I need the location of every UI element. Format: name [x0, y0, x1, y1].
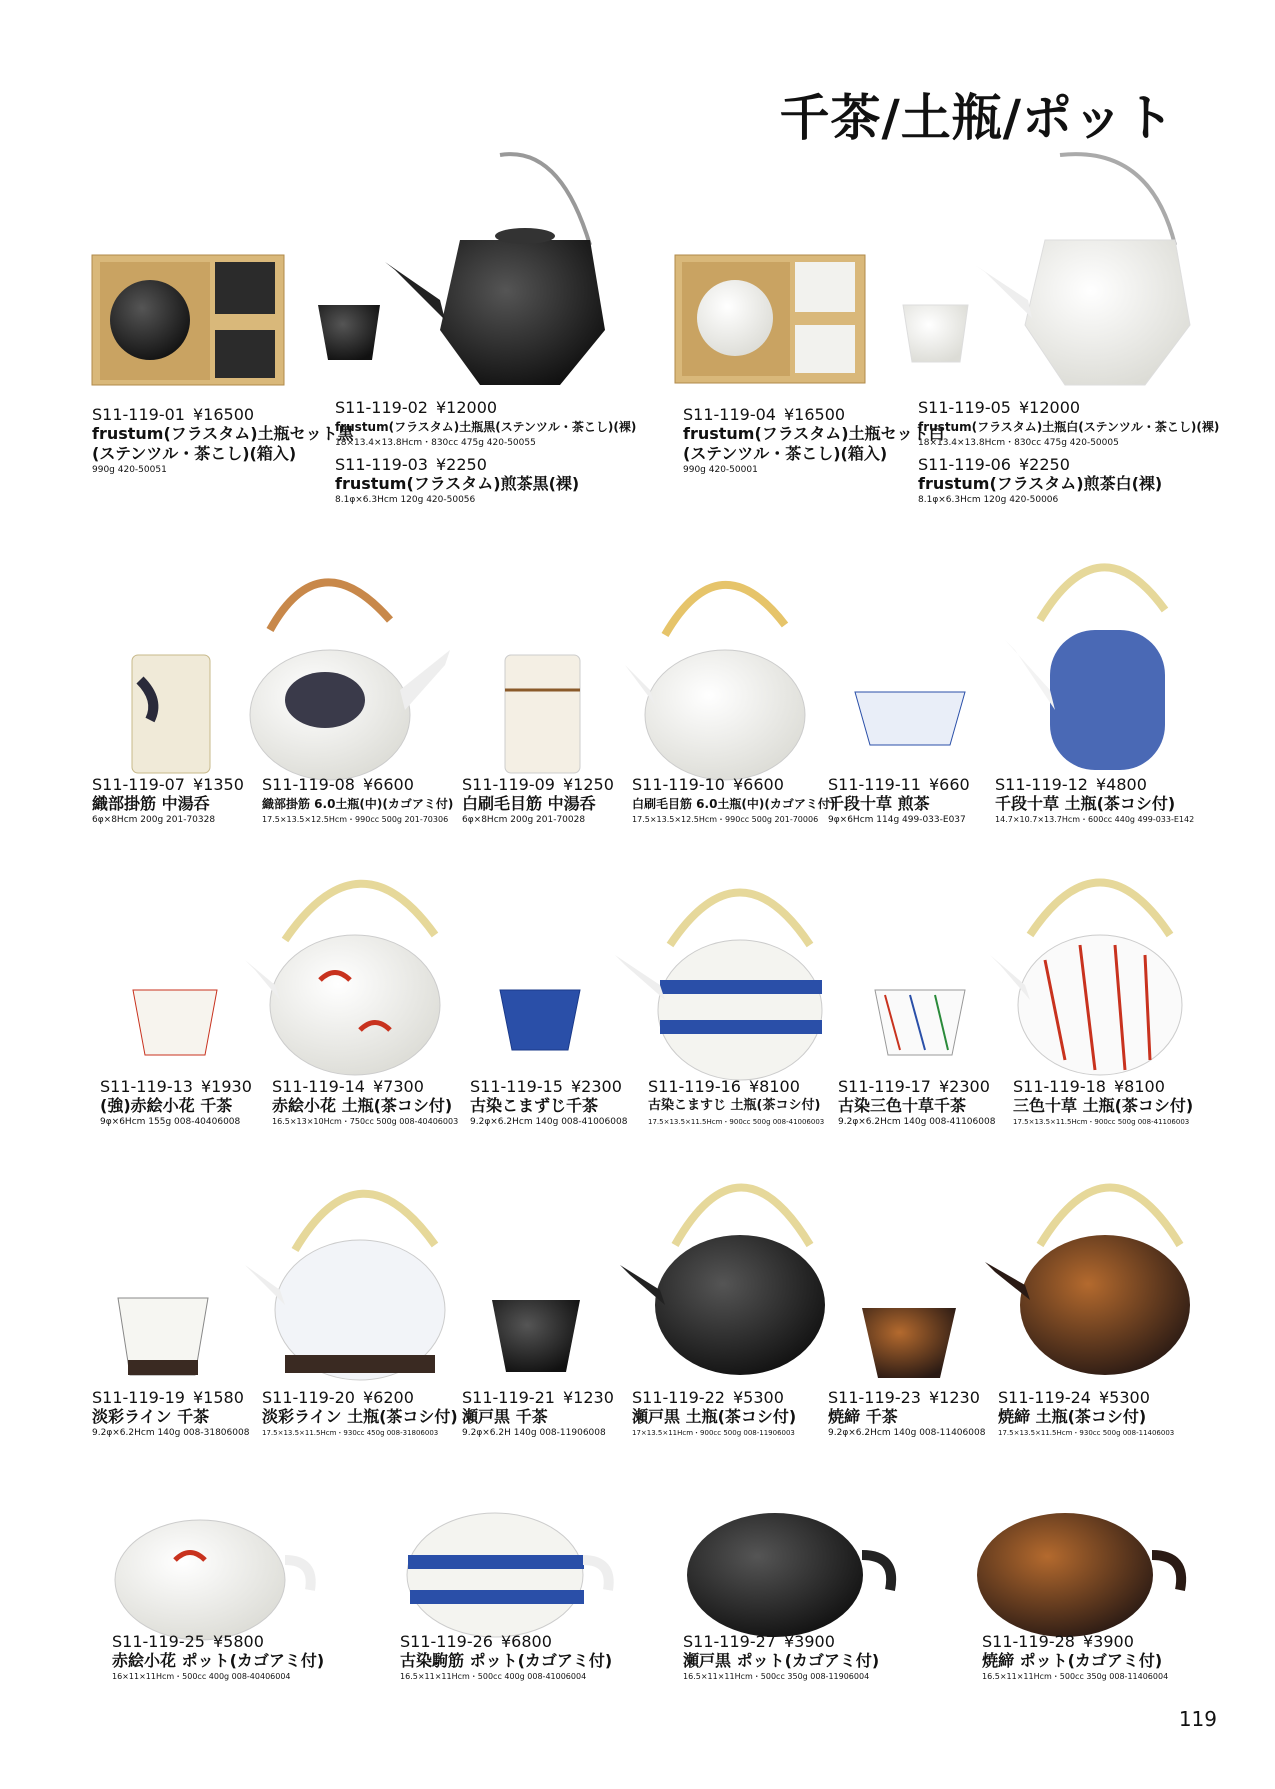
product-caption: [400, 1632, 612, 1683]
product-spec: 9φ×6Hcm 155g 008-40406008: [100, 1117, 241, 1127]
product-name-line2: (ステンツル・茶こし)(箱入): [683, 444, 888, 463]
product-price: ¥5300: [732, 1388, 784, 1407]
product-name: 赤絵小花 ポット(カゴアミ付): [112, 1651, 325, 1670]
product-spec: 17.5×13.5×12.5Hcm・990cc 500g 201-70306: [262, 815, 449, 824]
gift-box-white: [675, 255, 865, 383]
product-price: ¥6200: [362, 1388, 414, 1407]
product-code: S11-119-16: [648, 1077, 741, 1096]
sendan-pot: [1005, 567, 1165, 770]
sanshoku-cup: [875, 990, 965, 1055]
product-code: S11-119-14: [272, 1077, 365, 1096]
product-price: ¥3900: [1082, 1632, 1134, 1651]
product-caption: [92, 405, 354, 476]
product-spec: 9.2φ×6.2Hcm 140g 008-41006008: [470, 1117, 628, 1127]
product-code: S11-119-21: [462, 1388, 555, 1407]
product-spec: 16.5×11×11Hcm・500cc 400g 008-41006004: [400, 1672, 587, 1681]
product-spec: 17.5×13.5×11.5Hcm・900cc 500g 008-41006003: [648, 1118, 825, 1126]
product-caption: [1013, 1077, 1193, 1128]
product-spec: 9.2φ×6.2Hcm 140g 008-41106008: [838, 1117, 996, 1127]
product-price: ¥8100: [748, 1077, 800, 1096]
product-name: (強)赤絵小花 千茶: [100, 1096, 233, 1115]
page-number: 119: [1178, 1707, 1217, 1731]
yakishime-cup: [862, 1308, 956, 1378]
tansai-pot: [245, 1194, 445, 1380]
product-name: 古染こまずじ千茶: [470, 1096, 599, 1115]
product-spec: 18×13.4×13.8Hcm・830cc 475g 420-50055: [335, 438, 536, 448]
product-name: 白刷毛目筋 中湯呑: [462, 794, 596, 813]
kosome-pot: [615, 893, 822, 1081]
product-code: S11-119-13: [100, 1077, 193, 1096]
sanshoku-pot: [990, 883, 1182, 1076]
product-code: S11-119-10: [632, 775, 725, 794]
product-name: 焼締 千茶: [828, 1407, 898, 1426]
product-code: S11-119-28: [982, 1632, 1075, 1651]
product-code: S11-119-26: [400, 1632, 493, 1651]
frustum-black-pot: [318, 154, 605, 385]
product-name: 淡彩ライン 千茶: [92, 1407, 210, 1426]
product-price: ¥2250: [435, 455, 487, 474]
kosome-cup: [500, 990, 580, 1050]
product-caption: [632, 1388, 796, 1439]
product-name: 赤絵小花 土瓶(茶コシ付): [272, 1096, 453, 1115]
product-name: 瀬戸黒 土瓶(茶コシ付): [632, 1407, 797, 1426]
product-price: ¥1230: [928, 1388, 980, 1407]
product-spec: 17.5×13.5×12.5Hcm・990cc 500g 201-70006: [632, 815, 819, 824]
gift-box-black: [92, 255, 284, 385]
product-caption: [92, 1388, 249, 1439]
product-caption: [918, 398, 1219, 449]
product-caption: [272, 1077, 458, 1128]
product-name: 千段十草 土瓶(茶コシ付): [995, 794, 1176, 813]
product-spec: 17×13.5×11Hcm・900cc 500g 008-11906003: [632, 1429, 795, 1437]
product-price: ¥2250: [1018, 455, 1070, 474]
product-caption: [262, 1388, 458, 1439]
product-caption: [828, 1388, 985, 1439]
product-name: 古染こますじ 土瓶(茶コシ付): [648, 1098, 821, 1113]
product-code: S11-119-20: [262, 1388, 355, 1407]
product-caption: [998, 1388, 1174, 1439]
product-price: ¥2300: [570, 1077, 622, 1096]
product-caption: [335, 398, 636, 449]
product-code: S11-119-25: [112, 1632, 205, 1651]
product-code: S11-119-02: [335, 398, 428, 417]
product-spec: 16.5×11×11Hcm・500cc 350g 008-11906004: [683, 1672, 870, 1681]
tansai-cup: [118, 1298, 208, 1375]
product-spec: 9.2φ×6.2Hcm 140g 008-31806008: [92, 1428, 250, 1438]
product-name: frustum(フラスタム)土瓶セット黒: [92, 424, 354, 443]
product-price: ¥16500: [783, 405, 846, 424]
product-name: 瀬戸黒 ポット(カゴアミ付): [683, 1651, 880, 1670]
product-spec: 16.5×13×10Hcm・750cc 500g 008-40406003: [272, 1117, 459, 1126]
product-price: ¥1930: [200, 1077, 252, 1096]
product-spec: 8.1φ×6.3Hcm 120g 420-50006: [918, 495, 1059, 505]
product-caption: [470, 1077, 627, 1128]
product-code: S11-119-08: [262, 775, 355, 794]
product-name: 三色十草 土瓶(茶コシ付): [1013, 1096, 1194, 1115]
product-spec: 16×11×11Hcm・500cc 400g 008-40406004: [112, 1672, 291, 1681]
product-code: S11-119-18: [1013, 1077, 1106, 1096]
product-spec: 9.2φ×6.2H 140g 008-11906008: [462, 1428, 606, 1438]
product-caption: [828, 775, 970, 826]
product-name-line2: (ステンツル・茶こし)(箱入): [92, 444, 297, 463]
product-spec: 990g 420-50051: [92, 465, 167, 475]
product-name: frustum(フラスタム)土瓶黒(ステンツル・茶こし)(裸): [335, 420, 637, 434]
akae-teapot: [115, 1520, 311, 1640]
product-code: S11-119-01: [92, 405, 185, 424]
product-price: ¥2300: [938, 1077, 990, 1096]
product-price: ¥8100: [1113, 1077, 1165, 1096]
product-code: S11-119-27: [683, 1632, 776, 1651]
product-spec: 14.7×10.7×13.7Hcm・600cc 440g 499-033-E142: [995, 815, 1195, 824]
product-code: S11-119-06: [918, 455, 1011, 474]
product-name: 瀬戸黒 千茶: [462, 1407, 548, 1426]
white-brush-pot: [615, 585, 805, 780]
product-caption: [112, 1632, 324, 1683]
product-name: 古染駒筋 ポット(カゴアミ付): [400, 1651, 613, 1670]
product-spec: 6φ×8Hcm 200g 201-70028: [462, 815, 586, 825]
setoguro-pot: [620, 1188, 825, 1376]
product-code: S11-119-23: [828, 1388, 921, 1407]
product-price: ¥1580: [192, 1388, 244, 1407]
product-price: ¥6600: [732, 775, 784, 794]
product-price: ¥6800: [500, 1632, 552, 1651]
product-caption: [982, 1632, 1168, 1683]
product-spec: 18×13.4×13.8Hcm・830cc 475g 420-50005: [918, 438, 1119, 448]
product-name: frustum(フラスタム)土瓶セット白: [683, 424, 945, 443]
product-name: 織部掛筋 6.0土瓶(中)(カゴアミ付): [262, 797, 454, 811]
akae-cup: [133, 990, 217, 1055]
product-caption: [632, 775, 835, 826]
product-caption: [918, 455, 1162, 506]
product-name: 淡彩ライン 土瓶(茶コシ付): [262, 1407, 458, 1426]
product-code: S11-119-04: [683, 405, 776, 424]
product-code: S11-119-05: [918, 398, 1011, 417]
yakishime-pot: [985, 1188, 1190, 1376]
white-brush-cup: [505, 655, 580, 773]
product-code: S11-119-09: [462, 775, 555, 794]
setoguro-teapot: [687, 1513, 891, 1637]
product-name: frustum(フラスタム)煎茶黒(裸): [335, 474, 580, 493]
product-name: 白刷毛目筋 6.0土瓶(中)(カゴアミ付): [632, 797, 836, 811]
product-spec: 9.2φ×6.2Hcm 140g 008-11406008: [828, 1428, 986, 1438]
product-name: 焼締 ポット(カゴアミ付): [982, 1651, 1163, 1670]
product-name: 焼締 土瓶(茶コシ付): [998, 1407, 1147, 1426]
product-caption: [262, 775, 453, 826]
setoguro-cup: [492, 1300, 580, 1372]
product-price: ¥16500: [192, 405, 255, 424]
product-code: S11-119-11: [828, 775, 921, 794]
product-spec: 6φ×8Hcm 200g 201-70328: [92, 815, 216, 825]
product-caption: [462, 1388, 614, 1439]
product-name: 織部掛筋 中湯呑: [92, 794, 210, 813]
product-price: ¥7300: [372, 1077, 424, 1096]
product-price: ¥5300: [1098, 1388, 1150, 1407]
product-price: ¥12000: [435, 398, 498, 417]
product-price: ¥4800: [1095, 775, 1147, 794]
oribe-cup: [132, 655, 210, 773]
product-code: S11-119-03: [335, 455, 428, 474]
product-caption: [683, 1632, 879, 1683]
product-code: S11-119-24: [998, 1388, 1091, 1407]
product-spec: 17.5×13.5×11.5Hcm・900cc 500g 008-41106003: [1013, 1118, 1190, 1126]
product-spec: 16.5×11×11Hcm・500cc 350g 008-11406004: [982, 1672, 1169, 1681]
product-spec: 8.1φ×6.3Hcm 120g 420-50056: [335, 495, 476, 505]
product-name: frustum(フラスタム)煎茶白(裸): [918, 474, 1163, 493]
product-name: 千段十草 煎茶: [828, 794, 930, 813]
product-caption: [100, 1077, 252, 1128]
product-price: ¥1250: [562, 775, 614, 794]
product-caption: [335, 455, 579, 506]
product-caption: [92, 775, 244, 826]
akae-pot: [245, 884, 440, 1075]
product-code: S11-119-12: [995, 775, 1088, 794]
product-spec: 17.5×13.5×11.5Hcm・930cc 450g 008-31806003: [262, 1429, 439, 1437]
product-code: S11-119-19: [92, 1388, 185, 1407]
product-name: 古染三色十草千茶: [838, 1096, 967, 1115]
product-code: S11-119-15: [470, 1077, 563, 1096]
sendan-cup: [855, 692, 965, 745]
kosome-teapot: [407, 1513, 609, 1637]
product-caption: [462, 775, 614, 826]
product-caption: [995, 775, 1194, 826]
frustum-white-pot: [903, 154, 1190, 385]
product-code: S11-119-07: [92, 775, 185, 794]
product-caption: [648, 1077, 824, 1128]
yakishime-teapot: [977, 1513, 1181, 1637]
product-caption: [838, 1077, 995, 1128]
product-price: ¥660: [928, 775, 970, 794]
page-title: 千茶/土瓶/ポット: [779, 88, 1175, 147]
product-spec: 9φ×6Hcm 114g 499-033-E037: [828, 815, 966, 825]
product-price: ¥3900: [783, 1632, 835, 1651]
oribe-pot: [250, 582, 450, 780]
product-spec: 990g 420-50001: [683, 465, 758, 475]
product-spec: 17.5×13.5×11.5Hcm・930cc 500g 008-11406003: [998, 1429, 1175, 1437]
product-price: ¥12000: [1018, 398, 1081, 417]
product-price: ¥1230: [562, 1388, 614, 1407]
product-price: ¥1350: [192, 775, 244, 794]
product-price: ¥6600: [362, 775, 414, 794]
product-caption: [683, 405, 945, 476]
product-code: S11-119-22: [632, 1388, 725, 1407]
product-name: frustum(フラスタム)土瓶白(ステンツル・茶こし)(裸): [918, 420, 1220, 434]
product-price: ¥5800: [212, 1632, 264, 1651]
product-code: S11-119-17: [838, 1077, 931, 1096]
